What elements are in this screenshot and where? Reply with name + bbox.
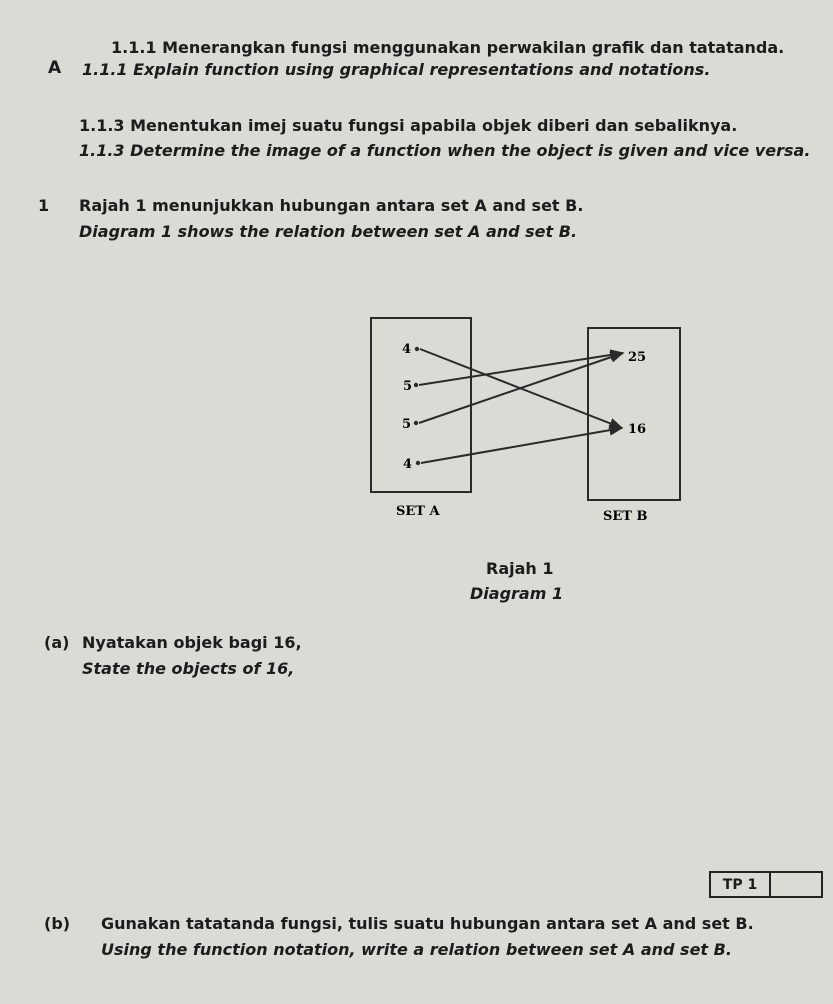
part-a-text-en: State the objects of 16, <box>82 659 295 678</box>
set-b-label: SET B <box>603 509 648 524</box>
section-marker: A <box>48 58 62 78</box>
set-a-item: 5 <box>403 379 413 394</box>
standard-1-1-3-en: 1.1.3 Determine the image of a function when the object is given and vice versa. <box>79 141 811 160</box>
tp-score-box <box>709 871 823 898</box>
standard-1-1-3-ms: 1.1.3 Menentukan imej suatu fungsi apabila objek diberi dan sebaliknya. <box>79 116 738 135</box>
diagram-caption-ms: Rajah 1 <box>486 559 554 578</box>
part-b-text-ms: Gunakan tatatanda fungsi, tulis suatu hubungan antara set A and set B. <box>101 914 754 933</box>
set-a-box <box>371 318 471 492</box>
relation-arrow <box>419 353 623 385</box>
part-a-label: (a) <box>44 633 70 652</box>
set-b-item: 25 <box>628 350 647 365</box>
question-text-ms: Rajah 1 menunjukkan hubungan antara set A and set B. <box>79 196 584 215</box>
part-b-label: (b) <box>44 914 71 933</box>
set-a-dot <box>414 421 418 425</box>
diagram-caption-en: Diagram 1 <box>470 584 564 603</box>
relation-arrow <box>419 353 623 423</box>
set-a-item: 5 <box>402 417 412 432</box>
set-b-item: 16 <box>628 422 647 437</box>
tp-score-cell[interactable] <box>771 873 821 896</box>
standard-1-1-1-ms: 1.1.1 Menerangkan fungsi menggunakan perwakilan grafik dan tatatanda. <box>111 38 785 57</box>
standard-1-1-1-en: 1.1.1 Explain function using graphical representations and notations. <box>82 60 711 79</box>
set-a-item: 4 <box>402 342 412 357</box>
tp-label: TP 1 <box>711 873 771 896</box>
set-a-dot <box>414 383 418 387</box>
arrows-group <box>414 347 623 465</box>
question-text-en: Diagram 1 shows the relation between set A and set B. <box>79 222 578 241</box>
set-a-dot <box>416 461 420 465</box>
set-a-label: SET A <box>396 504 440 519</box>
relation-arrow <box>421 428 622 463</box>
question-number: 1 <box>38 196 50 215</box>
answer-space-a[interactable] <box>82 690 762 860</box>
set-a-item: 4 <box>403 457 413 472</box>
part-a-text-ms: Nyatakan objek bagi 16, <box>82 633 302 652</box>
part-b-text-en: Using the function notation, write a relation between set A and set B. <box>101 940 732 959</box>
set-a-dot <box>415 347 419 351</box>
